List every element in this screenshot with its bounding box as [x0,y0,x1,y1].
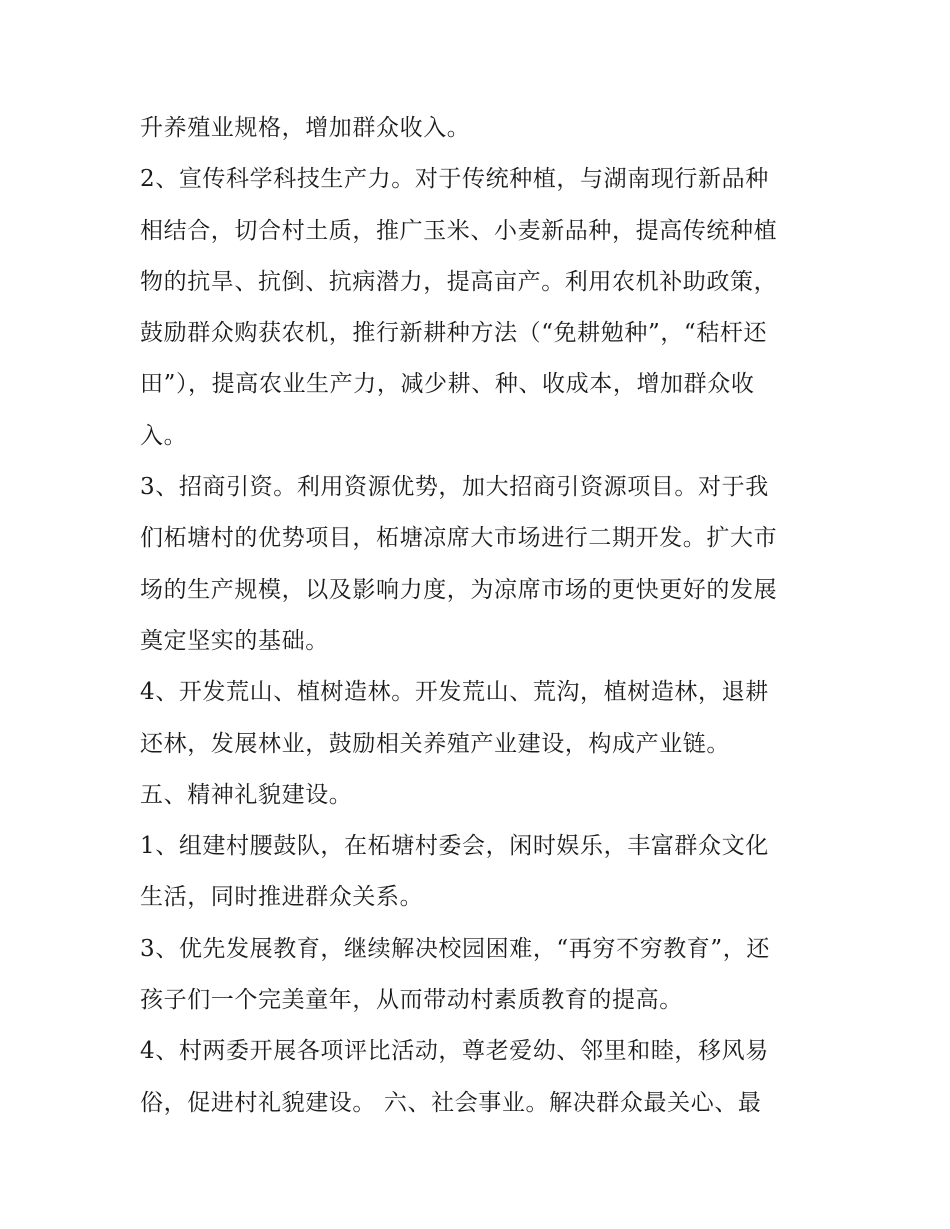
text-line: 生活，同时推进群众关系。 [140,884,424,911]
text-line: 3、优先发展教育，继续解决校园困难，“再穷不穷教育”，还 [140,935,770,962]
text-line: 们柘塘村的优势项目，柘塘凉席大市场进行二期开发。扩大市 [140,525,778,552]
text-line: 4、村两委开展各项评比活动，尊老爱幼、邻里和睦，移风易 [140,1038,769,1065]
text-line: 4、开发荒山、植树造林。开发荒山、荒沟，植树造林，退耕 [140,679,769,706]
text-line: 奠定坚实的基础。 [140,627,329,654]
text-line: 还林，发展林业，鼓励相关养殖产业建设，构成产业链。 [140,730,730,757]
text-line: 场的生产规模，以及影响力度，为凉席市场的更快更好的发展 [140,576,778,603]
text-line: 3、招商引资。利用资源优势，加大招商引资源项目。对于我 [140,474,769,501]
text-line: 俗，促进村礼貌建设。 六、社会事业。解决群众最关心、最 [140,1089,762,1116]
text-line: 田”），提高农业生产力，减少耕、种、收成本，增加群众收 [140,371,755,398]
text-line: 鼓励群众购获农机，推行新耕种方法（“免耕勉种”，“秸杆还 [140,320,768,347]
text-line: 1、组建村腰鼓队，在柘塘村委会，闲时娱乐，丰富群众文化 [140,833,769,860]
text-line: 相结合，切合村土质，推广玉米、小麦新品种，提高传统种植 [140,217,778,244]
text-line: 入。 [140,422,188,449]
text-line: 孩子们一个完美童年，从而带动村素质教育的提高。 [140,987,683,1014]
text-line: 物的抗旱、抗倒、抗病潜力，提高亩产。利用农机补助政策， [140,268,778,295]
text-line: 2、宣传科学科技生产力。对于传统种植，与湖南现行新品种 [140,166,769,193]
text-line: 升养殖业规格，增加群众收入。 [140,115,471,141]
section-heading: 五、精神礼貌建设。 [140,781,353,808]
document-body [140,103,840,1129]
